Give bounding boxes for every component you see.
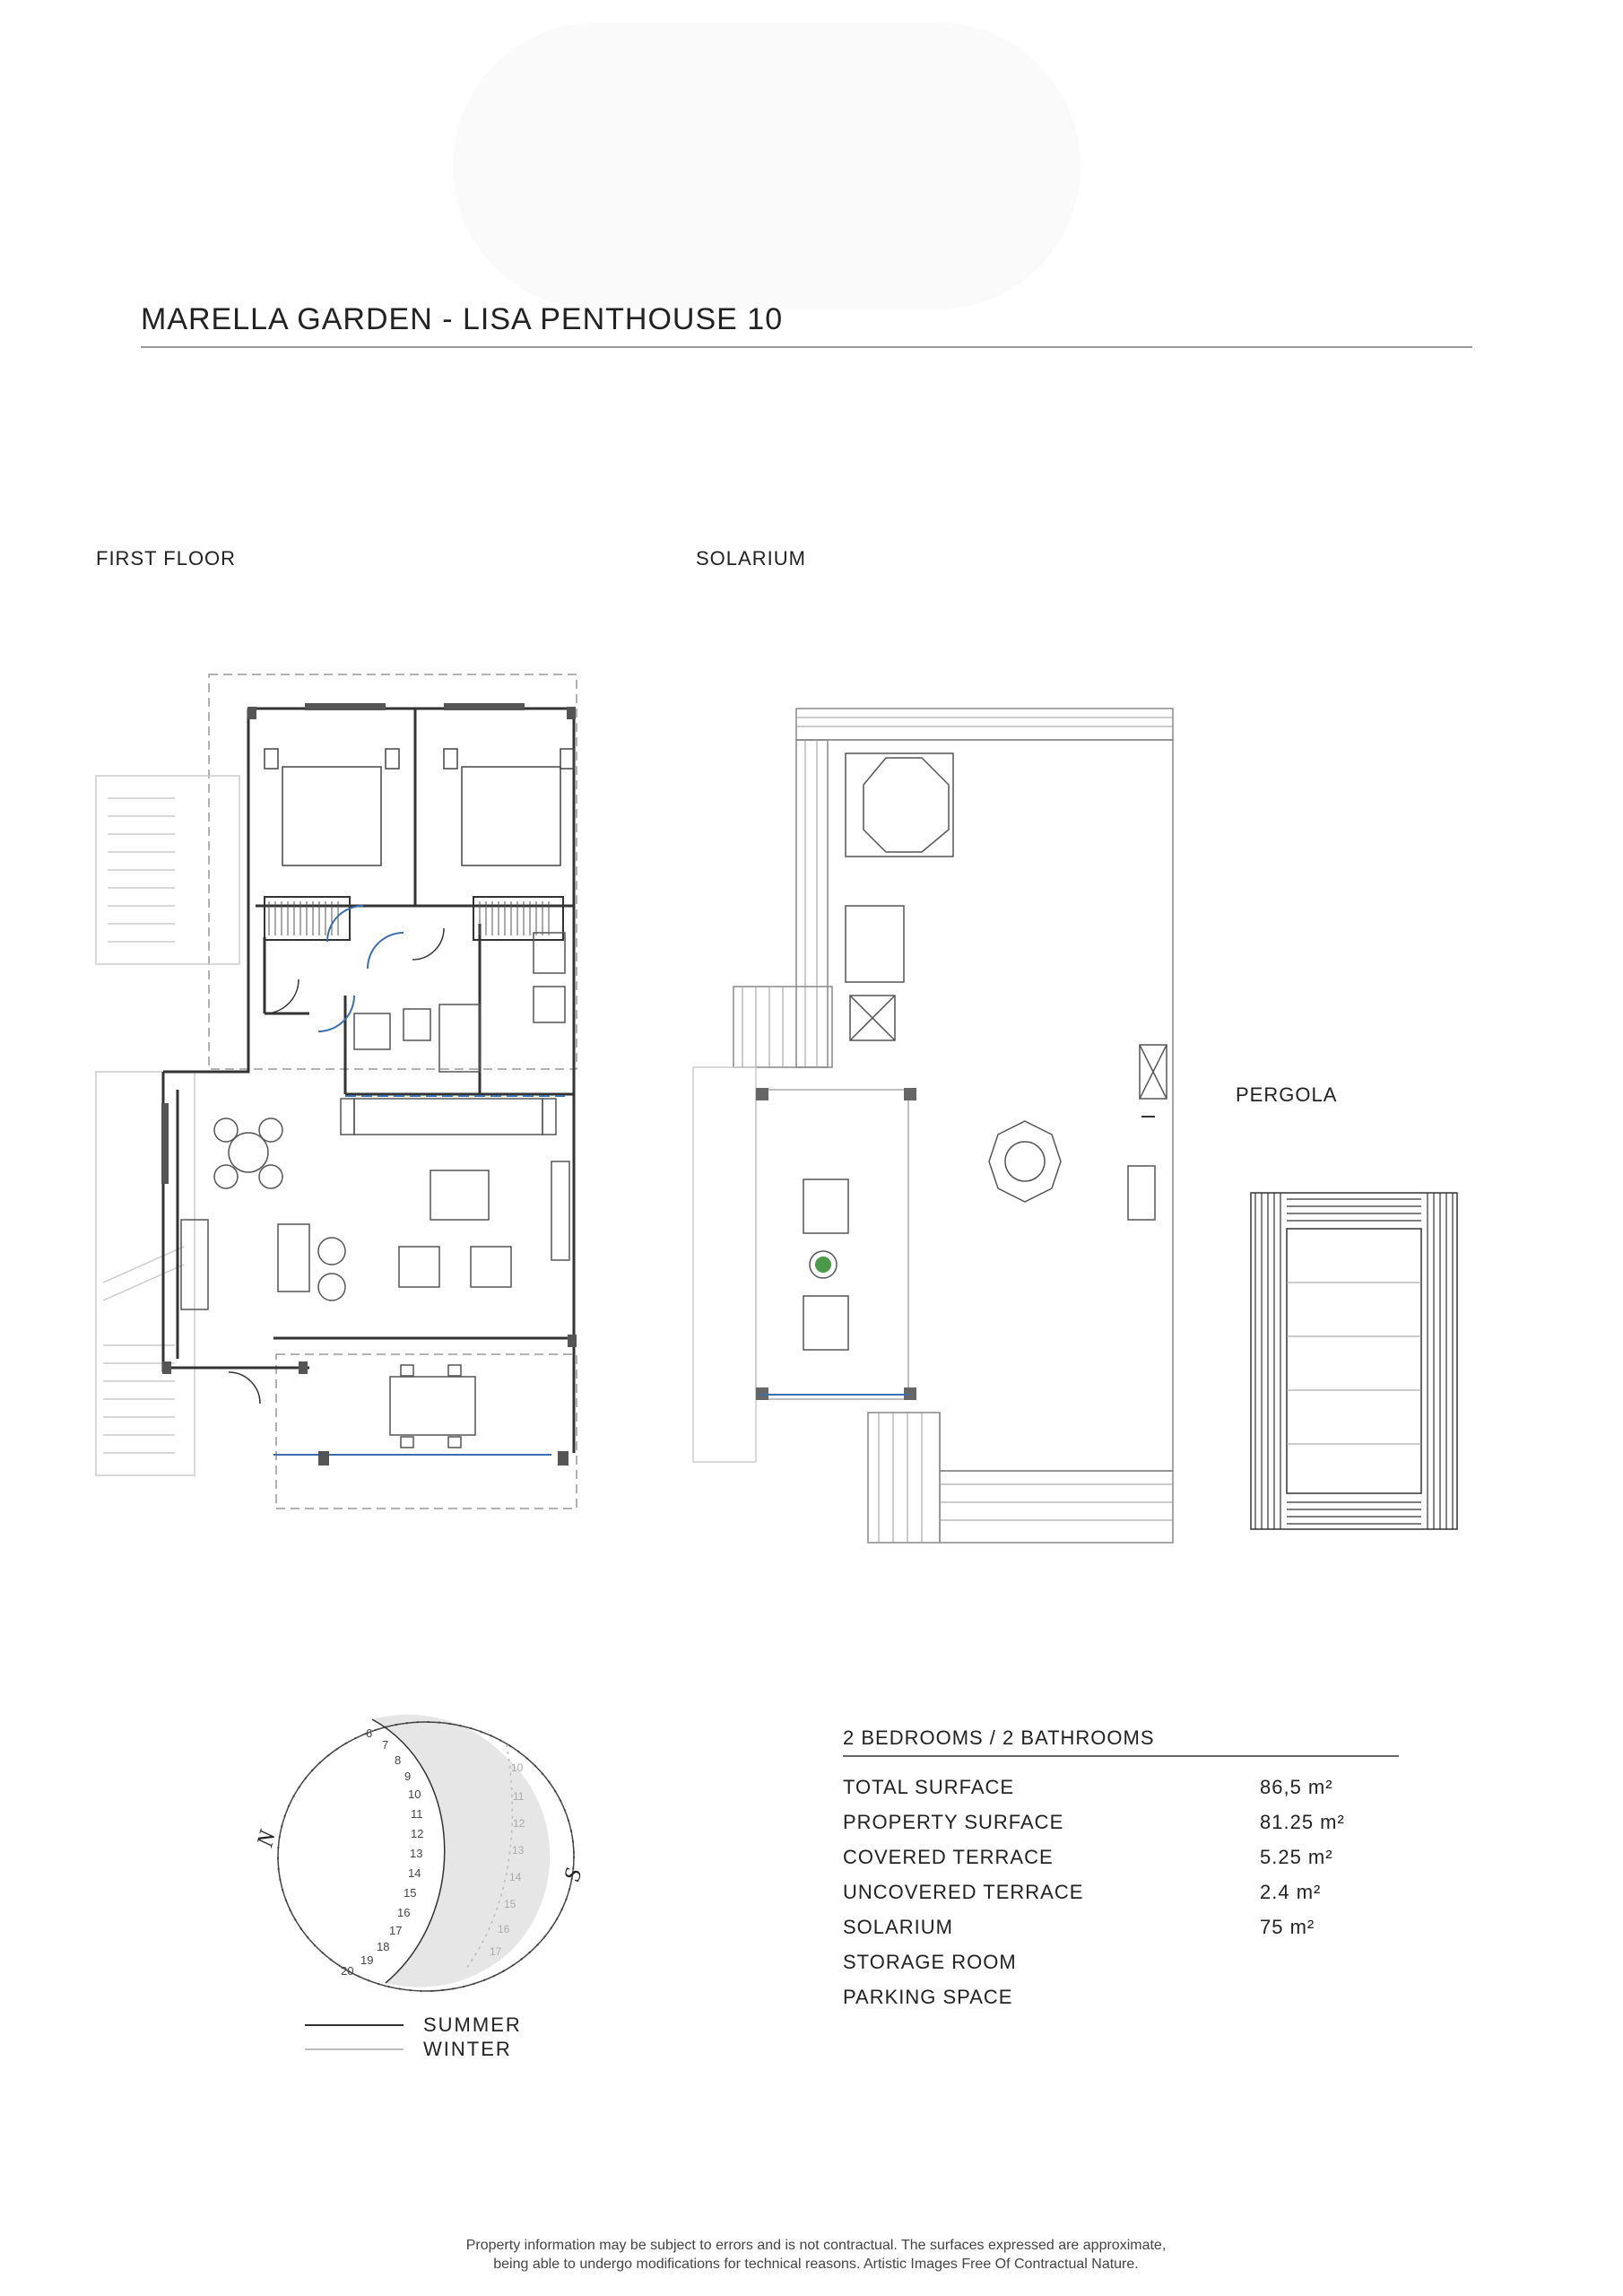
sun-legend xyxy=(305,2013,522,2061)
disclaimer-line-1: Property information may be subject to errors and is not contractual. The surfaces expressed are approximate, xyxy=(465,2238,1167,2253)
spec-row xyxy=(843,1874,1399,1909)
summer-hour-19: 19 xyxy=(360,1953,374,1967)
spec-value: 75 m² xyxy=(1260,1915,1315,1938)
spec-row xyxy=(843,1839,1399,1874)
summer-hour-14: 14 xyxy=(408,1866,421,1880)
spec-row xyxy=(843,1909,1399,1944)
summer-hour-11: 11 xyxy=(411,1807,423,1821)
specs-heading: 2 BEDROOMS / 2 BATHROOMS xyxy=(843,1726,1399,1757)
spec-label: TOTAL SURFACE xyxy=(843,1775,1015,1798)
summer-hour-12: 12 xyxy=(411,1827,424,1840)
summer-label: SUMMER xyxy=(423,2013,522,2036)
winter-label: WINTER xyxy=(423,2037,512,2060)
spec-row xyxy=(843,1979,1399,2014)
spec-row xyxy=(843,1770,1399,1805)
spec-label: STORAGE ROOM xyxy=(843,1950,1017,1973)
first-floor-label: FIRST FLOOR xyxy=(96,547,237,570)
spec-value: 86,5 m² xyxy=(1260,1775,1333,1798)
spec-label: UNCOVERED TERRACE xyxy=(843,1880,1084,1903)
summer-hour-6: 6 xyxy=(366,1726,373,1740)
disclaimer xyxy=(269,2236,1363,2274)
winter-hour-16: 16 xyxy=(498,1923,510,1935)
summer-hour-8: 8 xyxy=(395,1753,402,1767)
legend-summer xyxy=(305,2013,522,2037)
summer-hour-10: 10 xyxy=(408,1787,421,1801)
spec-value: 2.4 m² xyxy=(1260,1880,1322,1903)
solarium-plan xyxy=(689,704,1186,1547)
solarium-label: SOLARIUM xyxy=(696,547,806,570)
sun-path-compass xyxy=(251,1700,592,2005)
legend-winter xyxy=(305,2037,522,2061)
page-title: MARELLA GARDEN - LISA PENTHOUSE 10 xyxy=(141,302,784,336)
summer-line xyxy=(305,2024,404,2026)
winter-hour-14: 14 xyxy=(509,1871,522,1883)
winter-hour-17: 17 xyxy=(490,1945,502,1958)
spec-row xyxy=(843,1944,1399,1979)
winter-hour-15: 15 xyxy=(504,1898,516,1910)
first-floor-plan xyxy=(85,664,605,1520)
spec-label: COVERED TERRACE xyxy=(843,1845,1054,1868)
spec-label: PROPERTY SURFACE xyxy=(843,1810,1064,1833)
winter-hour-10: 10 xyxy=(511,1761,524,1774)
specs-table xyxy=(843,1726,1399,2014)
summer-hour-13: 13 xyxy=(410,1847,423,1860)
logo-watermark xyxy=(453,22,1081,309)
summer-hour-17: 17 xyxy=(389,1924,403,1937)
south-label: S xyxy=(558,1866,587,1884)
summer-hour-18: 18 xyxy=(377,1940,390,1953)
winter-line xyxy=(305,2048,404,2050)
spec-label: SOLARIUM xyxy=(843,1915,953,1938)
title-divider xyxy=(141,346,1472,348)
summer-hour-15: 15 xyxy=(404,1886,417,1900)
summer-hour-labels xyxy=(341,1726,423,1978)
spec-label: PARKING SPACE xyxy=(843,1985,1013,2008)
spec-row xyxy=(843,1805,1399,1839)
disclaimer-line-2: being able to undergo modifications for technical reasons. Artistic Images Free Of Contractual Nature. xyxy=(493,2257,1139,2272)
summer-hour-16: 16 xyxy=(397,1906,411,1919)
plant-icon xyxy=(815,1257,831,1273)
summer-hour-20: 20 xyxy=(341,1964,354,1978)
summer-hour-7: 7 xyxy=(382,1738,389,1752)
winter-hour-12: 12 xyxy=(513,1817,525,1830)
pergola-plan xyxy=(1246,1188,1466,1538)
pergola-label: PERGOLA xyxy=(1236,1083,1338,1106)
spec-value: 5.25 m² xyxy=(1260,1845,1333,1868)
north-label: N xyxy=(251,1827,281,1850)
spec-value: 81.25 m² xyxy=(1260,1810,1345,1833)
summer-hour-9: 9 xyxy=(404,1770,412,1783)
winter-hour-13: 13 xyxy=(512,1844,525,1857)
winter-hour-11: 11 xyxy=(513,1790,525,1803)
